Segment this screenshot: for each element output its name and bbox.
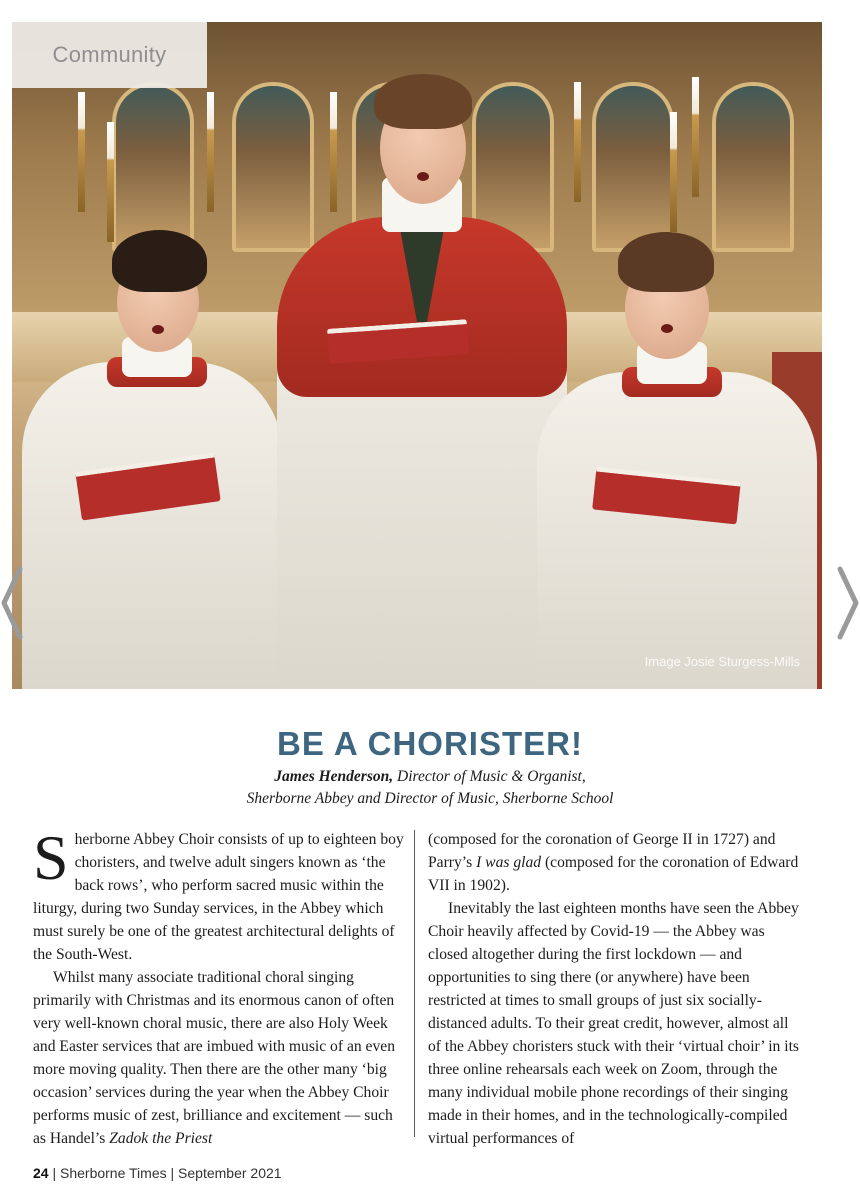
paragraph-text: (composed for the coronation of George II in 1727) and Parry’s xyxy=(428,831,776,871)
reredos-niche xyxy=(112,82,194,252)
candle xyxy=(107,122,114,242)
photo-credit: Image Josie Sturgess-Mills xyxy=(644,654,800,669)
issue-date: September 2021 xyxy=(178,1165,282,1181)
article-title: BE A CHORISTER! xyxy=(277,725,583,762)
column-divider xyxy=(414,830,415,1137)
body-column-left xyxy=(33,822,405,1150)
section-tag: Community xyxy=(12,22,207,88)
page-footer xyxy=(33,1165,282,1181)
right-chorister-surplice xyxy=(537,372,817,689)
publication-name: Sherborne Times xyxy=(60,1165,167,1181)
right-chorister-hair xyxy=(618,232,714,292)
footer-separator: | xyxy=(52,1165,57,1181)
author-name: James Henderson, xyxy=(274,768,394,785)
choristers-photo xyxy=(12,22,822,689)
paragraph-text: herborne Abbey Choir consists of up to eighteen boy choristers, and twelve adult singers known as ‘the back rows’, who perform sacred music within the liturgy, during two Sunday services, in the Abbey which must surely be one of the greatest architectural delights of the South-West. xyxy=(33,831,404,963)
reredos-niche xyxy=(592,82,674,252)
drop-cap: S xyxy=(33,822,69,893)
paragraph xyxy=(428,828,800,897)
chevron-left-icon[interactable] xyxy=(0,565,30,641)
paragraph xyxy=(33,966,405,1150)
body-column-right xyxy=(428,828,800,1150)
page-number: 24 xyxy=(33,1165,49,1181)
work-title: I was glad xyxy=(476,854,542,871)
reredos-niche xyxy=(712,82,794,252)
candle xyxy=(670,112,677,232)
chevron-right-icon[interactable] xyxy=(830,565,860,641)
paragraph xyxy=(428,897,800,1150)
left-chorister-hair xyxy=(112,230,207,292)
paragraph-text: Whilst many associate traditional choral singing primarily with Christmas and its enormous canon of often very well-known choral music, there are also Holy Week and Easter services that are imbued with music of an even more moving quality. Then there are the other many ‘big occasion’ services during the year when the Abbey Choir performs music of zest, brilliance and excitement — such as Handel’s xyxy=(33,969,395,1147)
center-chorister-hair xyxy=(374,74,472,129)
candle xyxy=(692,77,699,197)
author-role: Director of Music & Organist, xyxy=(397,768,586,785)
singing-mouth xyxy=(661,324,673,333)
candle xyxy=(78,92,85,212)
candle xyxy=(330,92,337,212)
article-byline xyxy=(0,766,860,810)
singing-mouth xyxy=(152,325,164,334)
candle xyxy=(207,92,214,212)
paragraph-text: Inevitably the last eighteen months have seen the Abbey Choir heavily affected by Covid-19 — the Abbey was closed altogether during the first lockdown — and opportunities to sing there (or anywhere) have been restricted at times to small groups of just six socially-distanced adults. To their great credit, however, almost all of the Abbey choristers stuck with their ‘virtual choir’ in its three online rehearsals each week on Zoom, through the many individual mobile phone recordings of their singing made in their homes, and in the technologically-compiled virtual performances of xyxy=(428,900,799,1147)
paragraph-text: (composed for the coronation of Edward VII in 1902). xyxy=(428,854,799,894)
left-chorister-surplice xyxy=(22,362,282,689)
candle xyxy=(574,82,581,202)
work-title: Zadok the Priest xyxy=(109,1130,213,1147)
reredos-niche xyxy=(232,82,314,252)
singing-mouth xyxy=(417,172,429,181)
author-affiliation: Sherborne Abbey and Director of Music, Sherborne School xyxy=(246,790,614,807)
paragraph xyxy=(33,822,405,966)
footer-separator: | xyxy=(170,1165,175,1181)
